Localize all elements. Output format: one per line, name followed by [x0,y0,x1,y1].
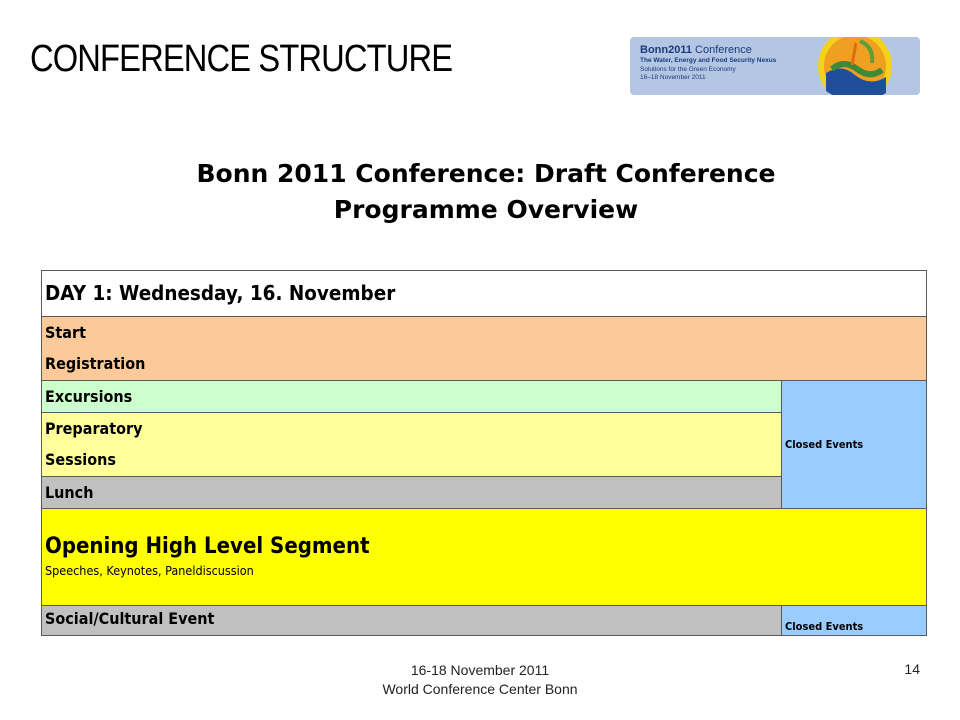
opening-subtitle [45,561,923,581]
excursions-label: Excursions [45,387,133,406]
table-row-opening [42,509,927,606]
closed-events-cell-2 [782,606,927,636]
slide-title: CONFERENCE STRUCTURE [30,38,453,80]
start-label: Start [45,323,86,342]
opening-title-text: Opening High Level Segment [45,534,370,559]
programme-title [0,156,960,228]
excursions-cell [42,381,782,413]
opening-title [45,533,923,561]
logo-brand [640,44,776,57]
logo-brand-light: Conference [691,44,752,56]
opening-segment-cell [42,509,927,606]
page-number: 14 [904,661,920,677]
lunch-label: Lunch [45,483,94,502]
closed-events-label-1: Closed Events [785,438,864,451]
programme-title-line-2: Programme Overview [333,195,639,224]
conference-logo [630,37,920,95]
table-row-start [42,317,927,381]
table-row-social [42,606,927,636]
table-row-day [42,271,927,317]
social-event-cell [42,606,782,636]
logo-brand-bold: Bonn2011 [640,44,692,56]
social-event-label: Social/Cultural Event [45,609,215,628]
day-header-cell [42,271,927,317]
day-header: DAY 1: Wednesday, 16. November [45,281,396,305]
logo-line-2: Solutions for the Green Economy [640,65,736,73]
table-row-excursions [42,381,927,413]
start-registration-cell [42,317,927,381]
programme-table [41,270,927,636]
closed-events-cell-1 [782,381,927,509]
lunch-cell [42,477,782,509]
preparatory-label: Preparatory [45,419,143,438]
logo-line-1: The Water, Energy and Food Security Nexus [640,57,777,64]
footer-date-line-1: 16-18 November 2011 [410,662,550,678]
preparatory-sessions-cell [42,413,782,477]
closed-events-label-2: Closed Events [785,620,864,633]
programme-title-line-1: Bonn 2011 Conference: Draft Conference [196,159,776,188]
footer-date [330,661,630,699]
footer-venue-line: World Conference Center Bonn [382,681,578,697]
opening-subtitle-text: Speeches, Keynotes, Paneldiscussion [45,563,254,578]
sessions-label: Sessions [45,450,116,469]
sun-globe-emblem-icon [812,37,898,95]
registration-label: Registration [45,354,146,373]
logo-line-3: 16–18 November 2011 [640,74,706,81]
logo-text [640,44,776,83]
